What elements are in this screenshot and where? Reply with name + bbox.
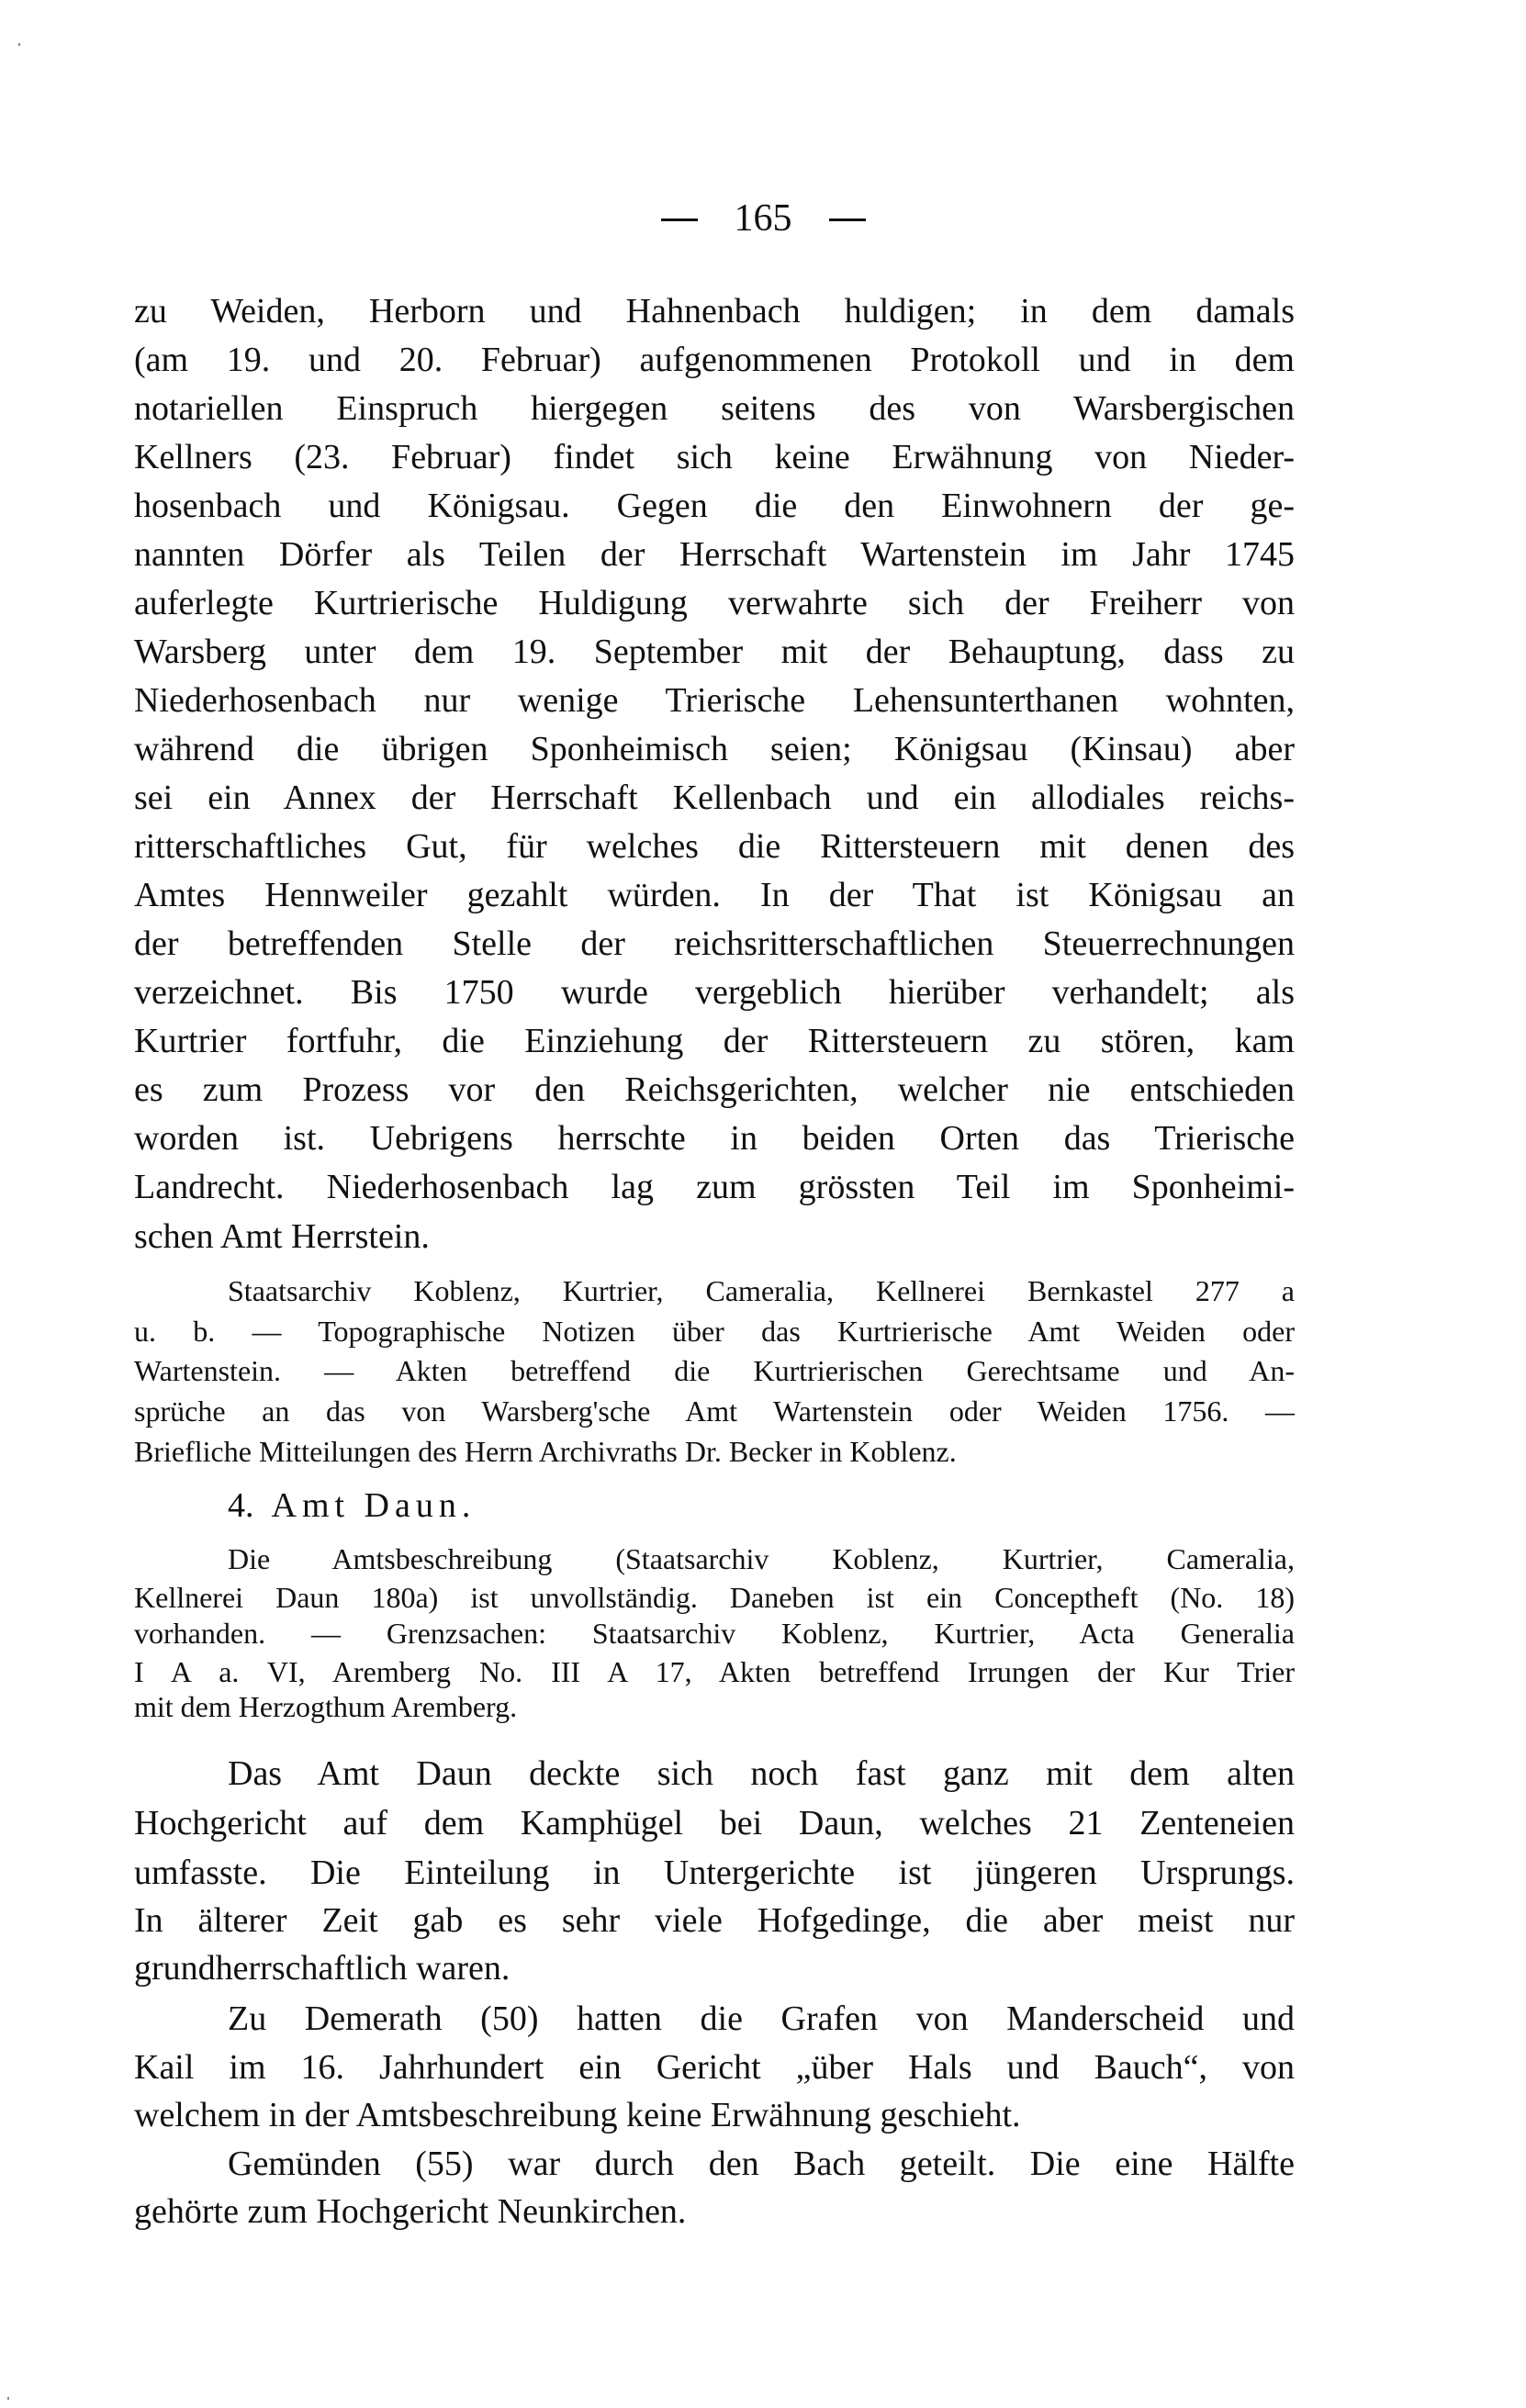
note-line: u. b. — Topographische Notizen über das Kurtrierische Amt Weiden oder <box>134 1315 1295 1348</box>
note-line: Wartenstein. — Akten betreffend die Kurtrierischen Gerechtsame und An- <box>134 1354 1295 1387</box>
text-line: Landrecht. Niederhosenbach lag zum grössten Teil im Sponheimi- <box>134 1168 1295 1206</box>
text-line: auferlegte Kurtrierische Huldigung verwahrte sich der Freiherr von <box>134 584 1295 622</box>
text-line: Kellners (23. Februar) findet sich keine Erwähnung von Nieder- <box>134 438 1295 476</box>
note-line: Staatsarchiv Koblenz, Kurtrier, Cameralia, Kellnerei Bernkastel 277 a <box>228 1274 1295 1307</box>
note-line: Briefliche Mitteilungen des Herrn Archivraths Dr. Becker in Koblenz. <box>134 1435 957 1468</box>
text-line: hosenbach und Königsau. Gegen die den Einwohnern der ge- <box>134 487 1295 525</box>
note-line: sprüche an das von Warsberg'sche Amt Wartenstein oder Weiden 1756. — <box>134 1394 1295 1428</box>
text-line: es zum Prozess vor den Reichsgerichten, welcher nie entschieden <box>134 1070 1295 1109</box>
text-line: nannten Dörfer als Teilen der Herrschaft Wartenstein im Jahr 1745 <box>134 535 1295 574</box>
text-line: worden ist. Uebrigens herrschte in beiden Orten das Trierische <box>134 1119 1295 1158</box>
section-title: Amt Daun. <box>271 1486 477 1525</box>
text-line: Das Amt Daun deckte sich noch fast ganz mit dem alten <box>228 1754 1295 1793</box>
section-number: 4. <box>228 1486 254 1525</box>
note-line: vorhanden. — Grenzsachen: Staatsarchiv Koblenz, Kurtrier, Acta Generalia <box>134 1617 1295 1650</box>
text-line: zu Weiden, Herborn und Hahnenbach huldigen; in dem damals <box>134 292 1295 330</box>
page-number-header <box>0 195 1526 242</box>
scan-speck <box>7 2397 9 2400</box>
note-line: Die Amtsbeschreibung (Staatsarchiv Koblenz, Kurtrier, Cameralia, <box>228 1542 1295 1575</box>
text-line: Amtes Hennweiler gezahlt würden. In der That ist Königsau an <box>134 876 1295 914</box>
text-line: Niederhosenbach nur wenige Trierische Lehensunterthanen wohnten, <box>134 681 1295 720</box>
text-line: Kail im 16. Jahrhundert ein Gericht „über Hals und Bauch“, von <box>134 2048 1295 2087</box>
text-line: Hochgericht auf dem Kamphügel bei Daun, welches 21 Zenteneien <box>134 1804 1295 1842</box>
text-line: während die übrigen Sponheimisch seien; Königsau (Kinsau) aber <box>134 730 1295 768</box>
text-line: Kurtrier fortfuhr, die Einziehung der Rittersteuern zu stören, kam <box>134 1022 1295 1060</box>
text-line: Warsberg unter dem 19. September mit der Behauptung, dass zu <box>134 633 1295 671</box>
note-line: mit dem Herzogthum Aremberg. <box>134 1690 518 1723</box>
text-line: grundherrschaftlich waren. <box>134 1949 511 1988</box>
page-number: 165 <box>734 197 792 240</box>
text-line: Zu Demerath (50) hatten die Grafen von Manderscheid und <box>228 1999 1295 2038</box>
text-line: ritterschaftliches Gut, für welches die Rittersteuern mit denen des <box>134 827 1295 866</box>
text-line: welchem in der Amtsbeschreibung keine Erwähnung geschieht. <box>134 2096 1021 2134</box>
text-line: umfasste. Die Einteilung in Untergerichte ist jüngeren Ursprungs. <box>134 1854 1295 1892</box>
text-line: In älterer Zeit gab es sehr viele Hofgedinge, die aber meist nur <box>134 1901 1295 1940</box>
text-line: schen Amt Herrstein. <box>134 1217 430 1256</box>
text-line: Gemünden (55) war durch den Bach geteilt. Die eine Hälfte <box>228 2145 1295 2183</box>
scan-speck <box>18 43 20 46</box>
text-line: sei ein Annex der Herrschaft Kellenbach und ein allodiales reichs- <box>134 778 1295 817</box>
note-line: I A a. VI, Aremberg No. III A 17, Akten betreffend Irrungen der Kur Trier <box>134 1655 1295 1688</box>
page-number-dash-right <box>829 218 866 221</box>
note-line: Kellnerei Daun 180a) ist unvollständig. Daneben ist ein Conceptheft (No. 18) <box>134 1581 1295 1614</box>
text-line: verzeichnet. Bis 1750 wurde vergeblich hierüber verhandelt; als <box>134 973 1295 1012</box>
text-line: notariellen Einspruch hiergegen seitens des von Warsbergischen <box>134 389 1295 428</box>
text-line: (am 19. und 20. Februar) aufgenommenen Protokoll und in dem <box>134 341 1295 379</box>
section-heading <box>228 1482 1295 1529</box>
page-number-dash-left <box>661 218 698 221</box>
text-line: gehörte zum Hochgericht Neunkirchen. <box>134 2192 687 2231</box>
text-line: der betreffenden Stelle der reichsritterschaftlichen Steuerrechnungen <box>134 924 1295 963</box>
